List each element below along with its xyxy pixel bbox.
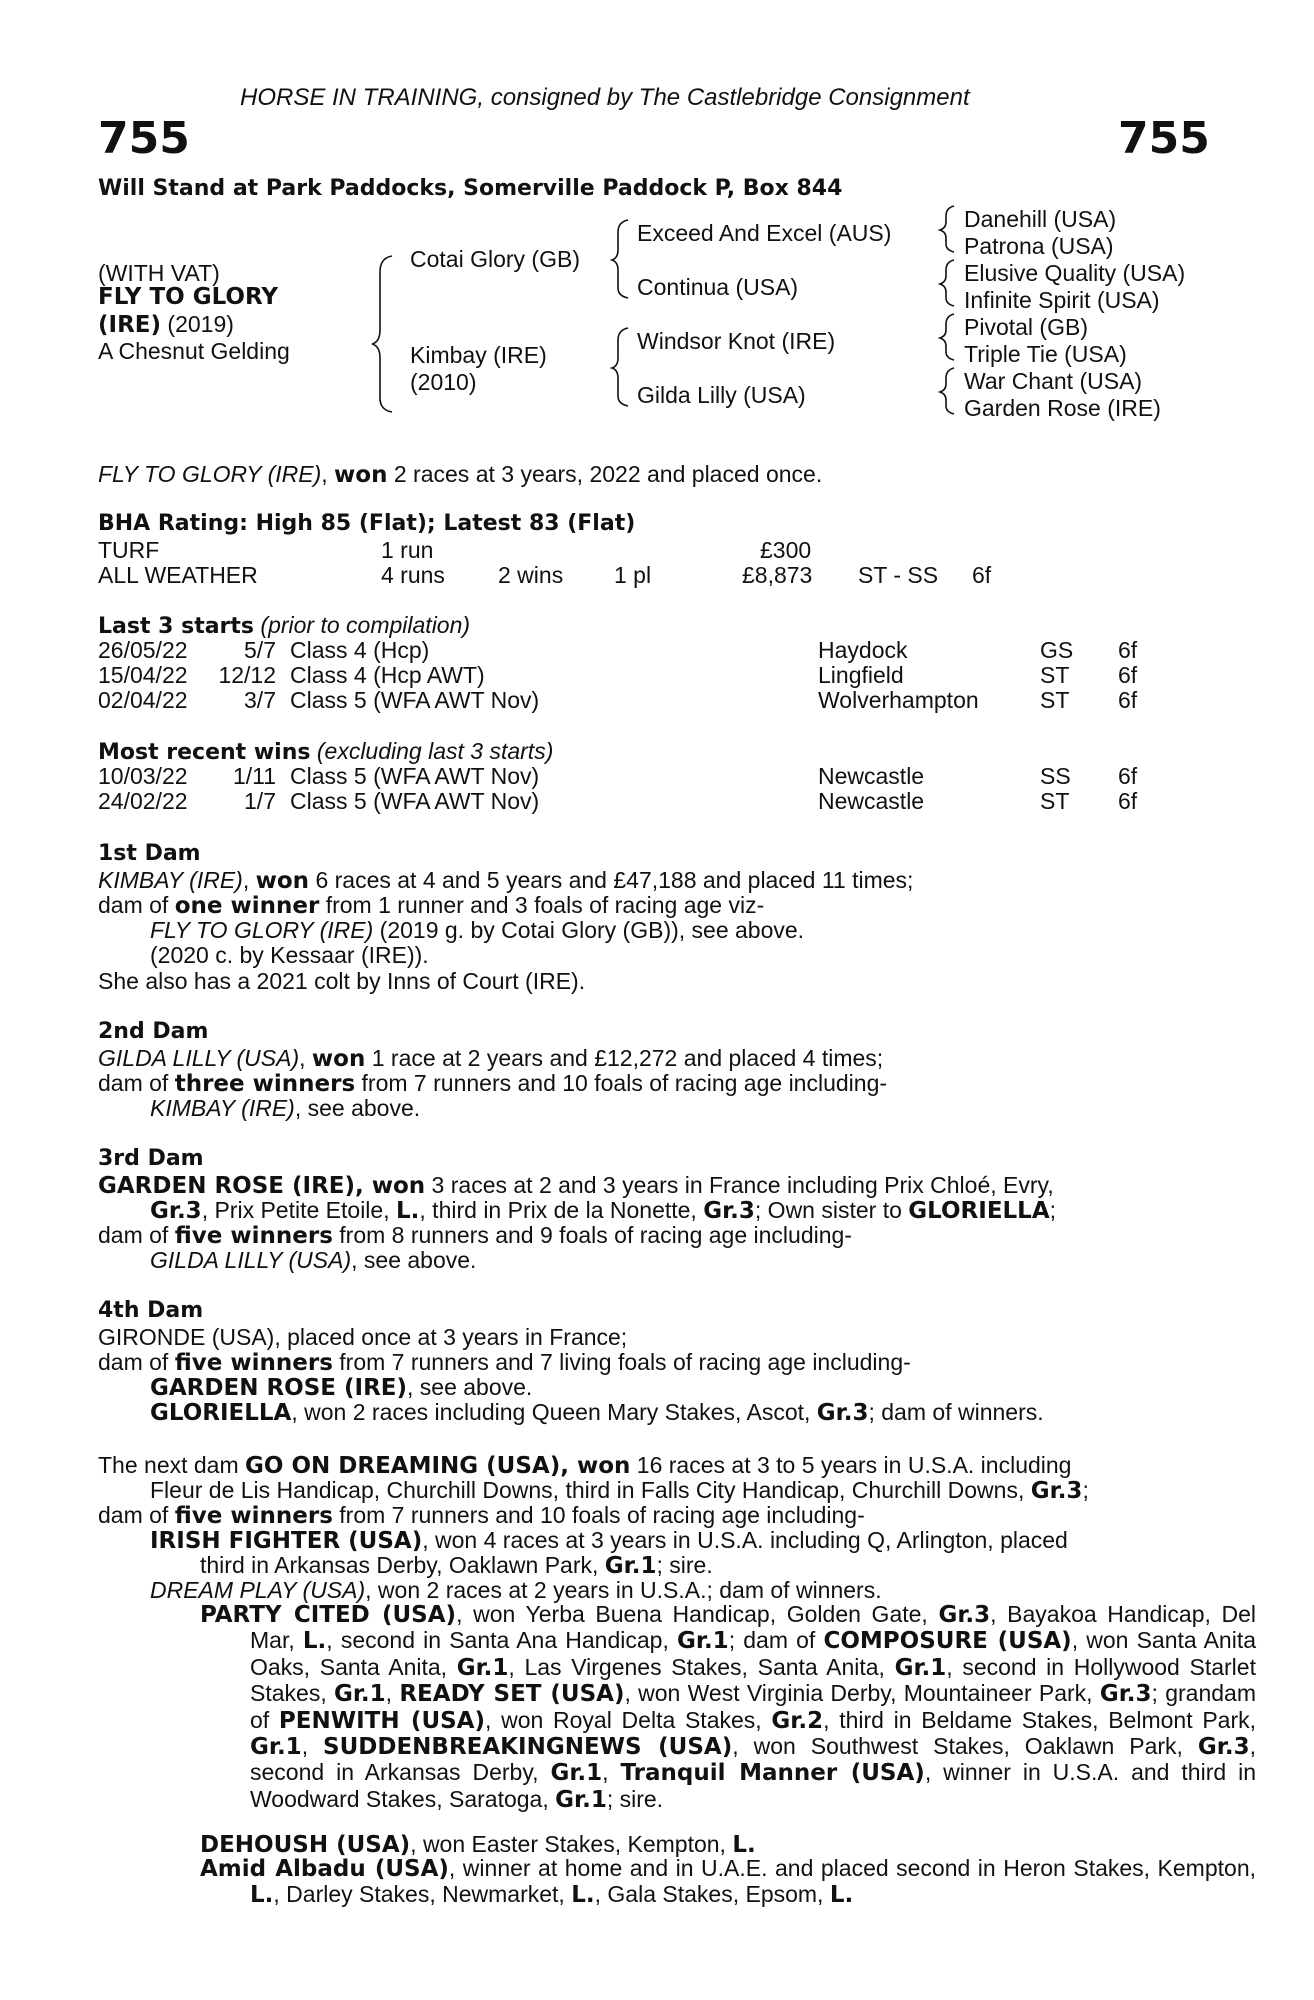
recent-row-pos: 1/11 — [232, 763, 276, 789]
dream-play-line: DREAM PLAY (USA), won 2 races at 2 years in U.S.A.; dam of winners. — [150, 1577, 882, 1603]
gg-sds: Elusive Quality (USA) — [964, 260, 1186, 286]
gg-ddd: Garden Rose (IRE) — [964, 395, 1161, 421]
second-dam-title: 2nd Dam — [98, 1019, 209, 1044]
race-summary: FLY TO GLORY (IRE), won 2 races at 3 years, 2022 and placed once. — [98, 461, 823, 488]
last3-row-race: Class 4 (Hcp) — [290, 637, 430, 663]
next-dam-line1: The next dam GO ON DREAMING (USA), won 16 races at 3 to 5 years in U.S.A. including — [98, 1452, 1072, 1479]
last3-row-dist: 6f — [1118, 687, 1138, 713]
sire-sire: Exceed And Excel (AUS) — [637, 220, 892, 246]
recent-row-race: Class 5 (WFA AWT Nov) — [290, 763, 540, 789]
recent-row-going: ST — [1040, 788, 1070, 814]
gg-dss: Pivotal (GB) — [964, 314, 1088, 340]
fourth-dam-title: 4th Dam — [98, 1298, 204, 1323]
recent-row-course: Newcastle — [818, 763, 925, 789]
turf-earnings: £300 — [760, 537, 812, 563]
aw-earnings: £8,873 — [742, 562, 813, 588]
amid-albadu-paragraph: Amid Albadu (USA), winner at home and in U.A.E. and placed second in Heron Stakes, Kempton, L., Darley Stakes, Newmarket, L., Gala Stakes, Epsom, L. — [200, 1855, 1256, 1909]
turf-runs: 1 run — [381, 537, 434, 563]
dehoush-line: DEHOUSH (USA), won Easter Stakes, Kempton, L. — [200, 1831, 756, 1858]
fourth-dam-line1: GIRONDE (USA), placed once at 3 years in France; — [98, 1324, 628, 1350]
aw-runs: 4 runs — [381, 562, 445, 588]
sire-name: Cotai Glory (GB) — [410, 246, 580, 272]
summary-horse-name: FLY TO GLORY (IRE) — [98, 461, 322, 487]
next-dam-line2: Fleur de Lis Handicap, Churchill Downs, third in Falls City Handicap, Churchill Downs, Gr.3; — [150, 1477, 1089, 1504]
recent-row-date: 10/03/22 — [98, 763, 188, 789]
irish-fighter-line2: third in Arkansas Derby, Oaklawn Park, Gr.1; sire. — [200, 1552, 713, 1579]
last3-row-race: Class 5 (WFA AWT Nov) — [290, 687, 540, 713]
first-dam-line1: KIMBAY (IRE), won 6 races at 4 and 5 years and £47,188 and placed 11 times; — [98, 867, 914, 894]
horse-name: FLY TO GLORY — [98, 284, 279, 310]
last3-row-date: 02/04/22 — [98, 687, 188, 713]
aw-wins: 2 wins — [498, 562, 564, 588]
horse-year: (2019) — [161, 311, 234, 337]
recent-row-date: 24/02/22 — [98, 788, 188, 814]
second-dam-line1: GILDA LILLY (USA), won 1 race at 2 years and £12,272 and placed 4 times; — [98, 1045, 884, 1072]
gg-ssd: Patrona (USA) — [964, 233, 1114, 259]
recent-wins-title: Most recent wins (excluding last 3 starts) — [98, 738, 554, 765]
third-dam-title: 3rd Dam — [98, 1146, 204, 1171]
party-cited-paragraph: PARTY CITED (USA), won Yerba Buena Handicap, Golden Gate, Gr.3, Bayakoa Handicap, Del Mar, L., second in Santa Ana Handicap, Gr.1; dam of COMPOSURE (USA), won Santa Anita Oaks, Santa Anita, Gr.1, Las Virgenes Stakes, Santa Anita, Gr.1, second in Hollywood Starlet Stakes, Gr.1, READY SET (USA), won West Virginia Derby, Mountaineer Park, Gr.3; grandam of PENWITH (USA), won Royal Delta Stakes, Gr.2, third in Beldame Stakes, Belmont Park, Gr.1, SUDDENBREAKINGNEWS (USA), won Southwest Stakes, Oaklawn Park, Gr.3, second in Arkansas Derby, Gr.1, Tranquil Manner (USA), winner in U.S.A. and third in Woodward Stakes, Saratoga, Gr.1; sire. — [200, 1601, 1257, 1813]
third-dam-line2: Gr.3, Prix Petite Etoile, L., third in Prix de la Nonette, Gr.3; Own sister to GLORIELLA; — [150, 1197, 1057, 1224]
turf-label: TURF — [98, 537, 160, 563]
horse-country: (IRE) — [98, 312, 162, 338]
recent-row-dist: 6f — [1118, 788, 1138, 814]
main-brace — [372, 256, 392, 412]
recent-row-course: Newcastle — [818, 788, 925, 814]
ss-brace — [940, 206, 954, 252]
last3-row-going: GS — [1040, 637, 1074, 663]
last3-row-date: 26/05/22 — [98, 637, 188, 663]
first-dam-line5: She also has a 2021 colt by Inns of Court (IRE). — [98, 968, 586, 994]
dam-sire: Windsor Knot (IRE) — [637, 328, 836, 354]
first-dam-line2: dam of one winner from 1 runner and 3 foals of racing age viz- — [98, 892, 765, 919]
summary-rest: 2 races at 3 years, 2022 and placed once. — [387, 461, 823, 487]
ds-brace — [940, 314, 954, 360]
first-dam-title: 1st Dam — [98, 841, 201, 866]
last3-row-race: Class 4 (Hcp AWT) — [290, 662, 485, 688]
last3-row-dist: 6f — [1118, 662, 1138, 688]
summary-won: won — [334, 462, 388, 488]
next-dam-line3: dam of five winners from 7 runners and 10 foals of racing age including- — [98, 1502, 865, 1529]
last3-row-pos: 12/12 — [218, 662, 276, 688]
fourth-dam-line4: GLORIELLA, won 2 races including Queen Mary Stakes, Ascot, Gr.3; dam of winners. — [150, 1399, 1044, 1426]
last3-row-going: ST — [1040, 662, 1070, 688]
last3-title: Last 3 starts (prior to compilation) — [98, 612, 471, 639]
last3-row-course: Wolverhampton — [818, 687, 979, 713]
recent-row-going: SS — [1040, 763, 1071, 789]
second-dam-line3: KIMBAY (IRE), see above. — [150, 1095, 421, 1121]
gg-sdd: Infinite Spirit (USA) — [964, 287, 1160, 313]
first-dam-line4: (2020 c. by Kessaar (IRE)). — [150, 942, 429, 968]
dam-dam: Gilda Lilly (USA) — [637, 382, 806, 408]
dd-brace — [940, 368, 954, 414]
third-dam-line1: GARDEN ROSE (IRE), won 3 races at 2 and 3 years in France including Prix Chloé, Evry, — [98, 1172, 1054, 1199]
last3-row-course: Haydock — [818, 637, 908, 663]
recent-row-pos: 1/7 — [244, 788, 276, 814]
recent-row-race: Class 5 (WFA AWT Nov) — [290, 788, 540, 814]
irish-fighter-line1: IRISH FIGHTER (USA), won 4 races at 3 years in U.S.A. including Q, Arlington, placed — [150, 1527, 1068, 1554]
lot-number-left: 755 — [98, 113, 190, 164]
consignment-header: HORSE IN TRAINING, consigned by The Castlebridge Consignment — [240, 84, 970, 111]
stand-location: Will Stand at Park Paddocks, Somerville Paddock P, Box 844 — [98, 176, 843, 201]
vat-note: (WITH VAT) — [98, 260, 220, 286]
fourth-dam-line3: GARDEN ROSE (IRE), see above. — [150, 1374, 533, 1401]
gg-dsd: Triple Tie (USA) — [964, 341, 1127, 367]
gg-sss: Danehill (USA) — [964, 206, 1117, 232]
last3-row-date: 15/04/22 — [98, 662, 188, 688]
bha-rating-title: BHA Rating: High 85 (Flat); Latest 83 (Flat) — [98, 511, 636, 536]
second-dam-line2: dam of three winners from 7 runners and 10 foals of racing age including- — [98, 1070, 888, 1097]
last3-row-pos: 5/7 — [244, 637, 276, 663]
dam-brace — [612, 328, 628, 406]
sd-brace — [940, 260, 954, 306]
last3-row-going: ST — [1040, 687, 1070, 713]
sire-dam: Continua (USA) — [637, 274, 799, 300]
aw-going: ST - SS — [858, 562, 939, 588]
first-dam-line3: FLY TO GLORY (IRE) (2019 g. by Cotai Glory (GB)), see above. — [150, 917, 805, 943]
sire-brace — [612, 220, 628, 298]
horse-description: A Chesnut Gelding — [98, 338, 290, 364]
dam-year: (2010) — [410, 369, 477, 395]
aw-dist: 6f — [972, 562, 992, 588]
third-dam-line4: GILDA LILLY (USA), see above. — [150, 1247, 477, 1273]
recent-row-dist: 6f — [1118, 763, 1138, 789]
last3-row-dist: 6f — [1118, 637, 1138, 663]
aw-label: ALL WEATHER — [98, 562, 258, 588]
gg-dds: War Chant (USA) — [964, 368, 1143, 394]
fourth-dam-line2: dam of five winners from 7 runners and 7 living foals of racing age including- — [98, 1349, 911, 1376]
last3-row-pos: 3/7 — [244, 687, 276, 713]
last3-row-course: Lingfield — [818, 662, 904, 688]
aw-pl: 1 pl — [614, 562, 652, 588]
dam-name: Kimbay (IRE) — [410, 342, 547, 368]
third-dam-line3: dam of five winners from 8 runners and 9 foals of racing age including- — [98, 1222, 852, 1249]
lot-number-right: 755 — [1118, 113, 1210, 164]
